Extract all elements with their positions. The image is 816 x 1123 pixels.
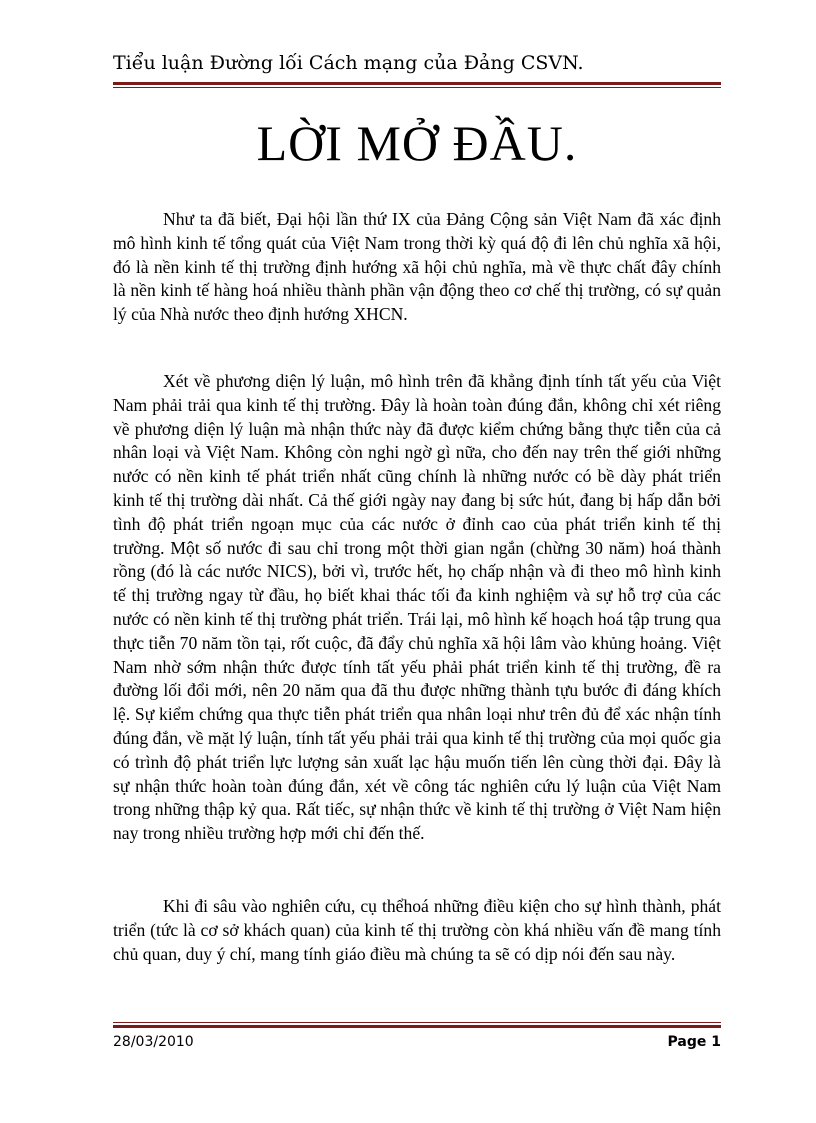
page-header xyxy=(113,51,721,75)
paragraph-conclusion: Khi đi sâu vào nghiên cứu, cụ thểhoá những điều kiện cho sự hình thành, phát triển (tức là cơ sở khách quan) của kinh tế thị trường còn khá nhiều vấn đề mang tính chủ quan, duy ý chí, mang tính giáo điều mà chúng ta sẽ có dịp nói đến sau này. xyxy=(113,896,721,964)
header-rule-thick xyxy=(113,82,721,85)
document-title: LỜI MỞ ĐẦU. xyxy=(256,115,578,171)
footer-rule-thin xyxy=(113,1022,721,1023)
paragraph-theory: Xét về phương diện lý luận, mô hình trên đã khẳng định tính tất yếu của Việt Nam phải trải qua kinh tế thị trường. Đây là hoàn toàn đúng đắn, không chỉ xét riêng về phương diện lý luận mà nhận thức này đã được kiểm chứng bằng thực tiễn của cả nhân loại và Việt Nam. Không còn nghi ngờ gì nữa, cho đến nay trên thế giới những nước có nền kinh tế phát triển nhất cũng chính là những nước có bề dày phát triển kinh tế thị trường dài nhất. Cả thế giới ngày nay đang bị sức hút, đang bị hấp dẫn bởi tình độ phát triển ngoạn mục của các nước ở đỉnh cao của phát triển kinh tế thị trường. Một số nước đi sau chỉ trong một thời gian ngắn (chừng 30 năm) hoá thành rồng (đó là các nước NICS), bởi vì, trước hết, họ chấp nhận và đi theo mô hình kinh tế thị trường ngay từ đầu, họ biết khai thác tối đa kinh nghiệm và sự hỗ trợ của các nước có nền kinh tế thị trường phát triển. Trái lại, mô hình kế hoạch hoá tập trung qua thực tiễn 70 năm tồn tại, rốt cuộc, đã đẩy chủ nghĩa xã hội lâm vào khủng hoảng. Việt Nam nhờ sớm nhận thức được tính tất yếu phải phát triển kinh tế thị trường, đề ra đường lối đổi mới, nên 20 năm qua đã thu được những thành tựu bước đi đáng khích lệ. Sự kiểm chứng qua thực tiễn phát triển qua nhân loại như trên đủ để xác nhận tính đúng đắn, về mặt lý luận, tính tất yếu phải trải qua kinh tế thị trường của mọi quốc gia có trình độ phát triển lực lượng sản xuất lạc hậu muốn tiến lên cùng thời đại. Đây là sự nhận thức hoàn toàn đúng đắn, xét về công tác nghiên cứu lý luận của Việt Nam trong những thập kỷ qua. Rất tiếc, sự nhận thức về kinh tế thị trường ở Việt Nam hiện nay trong nhiều trường hợp mới chỉ đến thế. xyxy=(113,371,721,844)
header-rule-thin xyxy=(113,87,721,88)
page-number: Page 1 xyxy=(667,1034,721,1050)
paragraph-intro: Như ta đã biết, Đại hội lần thứ IX của Đảng Cộng sản Việt Nam đã xác định mô hình kinh tế tổng quát của Việt Nam trong thời kỳ quá độ đi lên chủ nghĩa xã hội, đó là nền kinh tế thị trường định hướng xã hội chủ nghĩa, mà về thực chất đây chính là nền kinh tế hàng hoá nhiều thành phần vận động theo cơ chế thị trường, có sự quản lý của Nhà nước theo định hướng XHCN. xyxy=(113,209,721,325)
footer-rule-thick xyxy=(113,1025,721,1028)
header-title: Tiểu luận Đường lối Cách mạng của Đảng CSVN. xyxy=(113,52,584,74)
footer-date: 28/03/2010 xyxy=(113,1034,194,1050)
